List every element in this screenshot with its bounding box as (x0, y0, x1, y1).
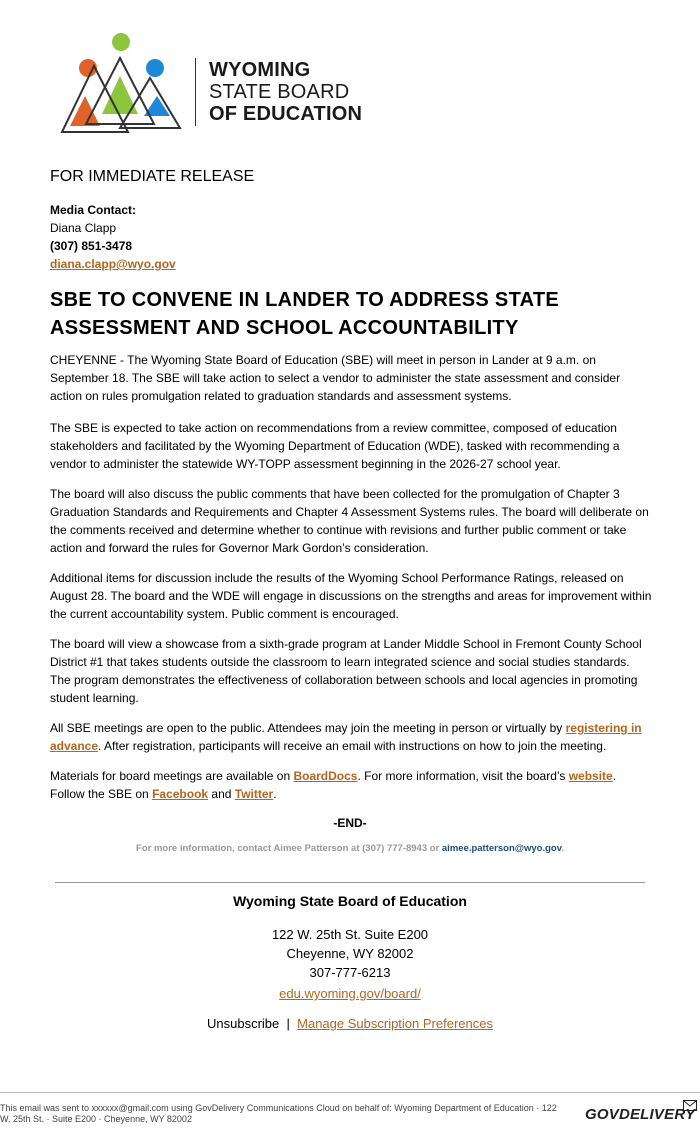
website-link[interactable]: website (568, 769, 613, 783)
logo-text-line3: OF EDUCATION (209, 103, 363, 125)
press-release-headline: SBE TO CONVENE IN LANDER TO ADDRESS STATE ASSESSMENT AND SCHOOL ACCOUNTABILITY (50, 289, 560, 339)
section-divider (55, 882, 645, 883)
subscription-links (0, 1016, 700, 1031)
contact-email-link[interactable]: diana.clapp@wyo.gov (50, 257, 176, 271)
footer-org-name: Wyoming State Board of Education (233, 893, 467, 909)
wyoming-sbe-logo-mark (58, 28, 188, 138)
footer-address-line1: 122 W. 25th St. Suite E200 (271, 927, 429, 942)
end-mark: -END- (333, 816, 367, 830)
footer-phone: 307-777-6213 (309, 965, 391, 980)
facebook-link[interactable]: Facebook (152, 787, 209, 801)
logo-blue-circle (146, 59, 164, 77)
release-label: FOR IMMEDIATE RELEASE (50, 168, 255, 185)
more-info-line (0, 843, 700, 854)
email-footer-divider (0, 1092, 700, 1093)
more-info-text: For more information, contact Aimee Patterson at (307) 777-8943 or (136, 843, 442, 854)
govdelivery-logo: GOVDELIVERY (585, 1106, 696, 1123)
logo-text-line1: WYOMING (209, 59, 311, 81)
manage-subscription-link[interactable]: Manage Subscription Preferences (297, 1016, 493, 1031)
p7-text-b: . For more information, visit the board’s (357, 769, 569, 783)
logo-text-line2: STATE BOARD (209, 81, 350, 103)
contact-name: Diana Clapp (50, 221, 117, 235)
p7-text-a: Materials for board meetings are available on (50, 769, 294, 783)
email-footer-text: This email was sent to xxxxxx@gmail.com using GovDelivery Communications Cloud on behalf of: Wyoming Department of Education · 122 W. 25th St. · Suite E200 · Cheyenne, WY 82002 (0, 1103, 557, 1124)
logo-orange-triangle (70, 96, 100, 126)
body-paragraph-3: The board will also discuss the public comments that have been collected for the promulgation of Chapter 3 Graduation Standards and Requirements and Chapter 4 Assessment Systems rules. The board will deliberate on the comments received and determine whether to continue with revisions and further public comment or take action and forward the rules for Governor Mark Gordon’s consideration. (50, 487, 649, 555)
logo-divider (195, 58, 196, 126)
more-info-tail: . (561, 843, 564, 854)
p7-text-c: . Follow the SBE on (50, 769, 617, 801)
body-paragraph-6 (50, 719, 652, 755)
more-info-email-link[interactable]: aimee.patterson@wyo.gov (441, 843, 562, 854)
envelope-icon (683, 1100, 697, 1111)
footer-site-link[interactable]: edu.wyoming.gov/board/ (279, 986, 421, 1001)
body-paragraph-5: The board will view a showcase from a sixth-grade program at Lander Middle School in Fremont County School District #1 that takes students outside the classroom to learn integrated science and social studies standards. The program demonstrates the effectiveness of collaboration between schools and local agencies in promoting student learning. (50, 637, 642, 705)
unsubscribe-link[interactable]: Unsubscribe (207, 1016, 280, 1031)
footer-site-wrap (0, 984, 700, 1003)
boarddocs-link[interactable]: BoardDocs (293, 769, 358, 783)
p6-text-after: . After registration, participants will receive an email with instructions on how to join the meeting. (98, 739, 607, 753)
p6-text-before: All SBE meetings are open to the public. Attendees may join the meeting in person or virtually by (50, 721, 566, 735)
footer-address-line2: Cheyenne, WY 82002 (286, 946, 414, 961)
p7-text-e: . (273, 787, 277, 801)
twitter-link[interactable]: Twitter (234, 787, 274, 801)
logo-green-circle (112, 33, 130, 51)
body-paragraph-1: CHEYENNE - The Wyoming State Board of Education (SBE) will meet in person in Lander at 9 a.m. on September 18. The SBE will take action to select a vendor to administer the state assessment and consider action on rules promulgation related to graduation standards and assessment systems. (50, 353, 621, 403)
body-paragraph-7 (50, 767, 652, 803)
media-contact-label: Media Contact: (50, 203, 137, 217)
body-paragraph-4: Additional items for discussion include the results of the Wyoming School Performance Ratings, released on August 28. The board and the WDE will engage in discussions on the strengths and areas for improvement within the current accountability system. Public comment is encouraged. (50, 571, 652, 621)
contact-phone: (307) 851-3478 (50, 239, 133, 253)
body-paragraph-2: The SBE is expected to take action on recommendations from a review committee, composed of education stakeholders and facilitated by the Wyoming Department of Education (WDE), tasked with recommending a vendor to administer the statewide WY-TOPP assessment beginning in the 2026-27 school year. (50, 421, 620, 471)
p7-text-d: and (208, 787, 235, 801)
registering-in-advance-link[interactable]: registering in advance (50, 721, 642, 753)
subscription-separator: | (286, 1016, 290, 1031)
